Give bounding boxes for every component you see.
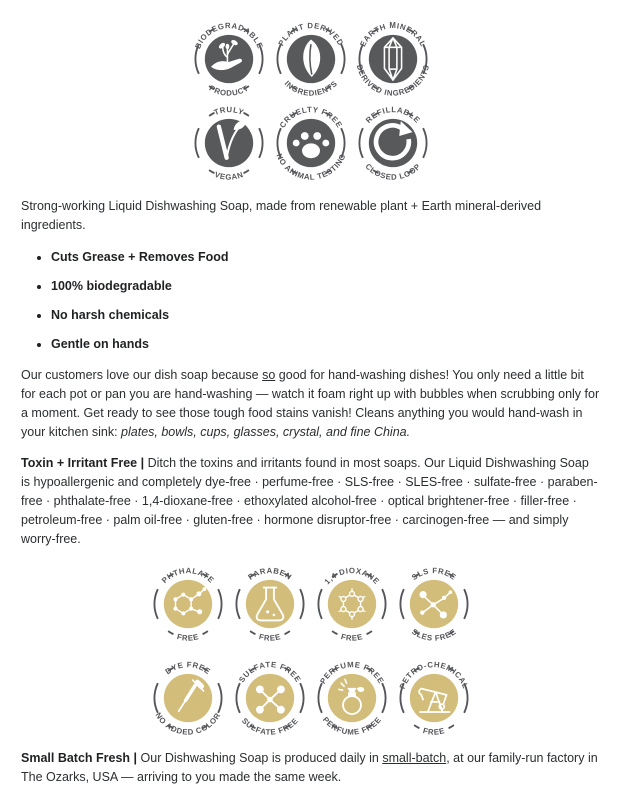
flask-badge bbox=[231, 565, 309, 643]
vegan-v-leaf-badge bbox=[190, 104, 268, 182]
badge-top-text: BIODEGRADABLE bbox=[192, 21, 265, 51]
small-batch-link[interactable]: small-batch bbox=[382, 751, 447, 765]
badge-bottom-text: FREE bbox=[175, 632, 200, 643]
hand-plant-badge bbox=[190, 20, 268, 98]
badge-top-text: REFILLABLE bbox=[363, 105, 422, 125]
badge-top-text: 1,4 DIOXANE bbox=[322, 566, 381, 587]
badge-circle bbox=[163, 580, 211, 628]
oil-pumpjack-badge bbox=[395, 659, 473, 737]
small-batch-paragraph bbox=[21, 749, 600, 787]
badge-bottom-text: INGREDIENTS bbox=[282, 78, 339, 98]
paw-badge bbox=[272, 104, 350, 182]
dioxane-molecule-badge bbox=[313, 565, 391, 643]
text-segment: Ditch the toxins and irritants found in most soaps. Our Liquid Dishwashing Soap is hypoallergenic and completely dye-free · perfume-free · SLS-free · SLES-free · sulfate-free · paraben-free · phthalate-free · 1,4-dioxane-free · ethoxylated alcohol-free · optical brightener-free · filler-free · petroleum-free · palm oil-free · gluten-free · hormone disruptor-free · carcinogen-free — and simply worry-free. bbox=[21, 456, 598, 546]
badge-bottom-text: VEGAN bbox=[212, 169, 245, 182]
badge-circle bbox=[368, 35, 416, 83]
phthalate-molecule-badge bbox=[149, 565, 227, 643]
badge-circle bbox=[204, 35, 252, 83]
badge-top-text: EARTH MINERAL bbox=[357, 21, 428, 49]
badge-bottom-text: NO ADDED COLOR bbox=[153, 710, 222, 737]
toxin-free-paragraph bbox=[21, 454, 600, 549]
text-segment: Small Batch Fresh | bbox=[21, 751, 141, 765]
badge-top-text: SLS FREE bbox=[409, 566, 458, 582]
sls-molecule-badge bbox=[395, 565, 473, 643]
refill-loop-arrow-badge bbox=[354, 104, 432, 182]
feature-bullet-item: • Cuts Grease + Removes Food bbox=[51, 248, 600, 267]
feature-bullet-item: • No harsh chemicals bbox=[51, 306, 600, 325]
badge-circle bbox=[204, 119, 252, 167]
leaf-badge bbox=[272, 20, 350, 98]
text-segment: so bbox=[262, 368, 276, 382]
badge-bottom-text: SULFATE FREE bbox=[239, 716, 300, 737]
eco-badges-grid bbox=[188, 20, 434, 182]
badge-bottom-text: CLOSED LOOP bbox=[362, 161, 423, 182]
badge-top-text: PHTHALATE bbox=[159, 566, 216, 586]
badge-bottom-text: PERFUME FREE bbox=[320, 715, 383, 737]
badge-bottom-text: FREE bbox=[257, 632, 282, 643]
feature-bullet-list bbox=[21, 248, 600, 354]
text-segment: Our customers love our dish soap because bbox=[21, 368, 263, 382]
feature-bullet-item: • 100% biodegradable bbox=[51, 277, 600, 296]
badge-top-text: PETRO-CHEMICAL bbox=[397, 660, 470, 691]
badge-bottom-text: PRODUCT bbox=[207, 83, 250, 98]
feature-bullet-item: • Gentle on hands bbox=[51, 335, 600, 354]
text-segment: plates, bowls, cups, glasses, crystal, and fine China. bbox=[121, 425, 411, 439]
intro-paragraph: Strong-working Liquid Dishwashing Soap, made from renewable plant + Earth mineral-derived ingredients. bbox=[21, 199, 542, 232]
sulfate-molecule-badge bbox=[231, 659, 309, 737]
badge-top-text: PERFUME FREE bbox=[317, 660, 386, 686]
badge-top-text: PLANT DERIVED bbox=[276, 21, 345, 48]
text-segment: , at our family-run factory in The Ozarks, USA — arriving to you made the same week. bbox=[21, 751, 598, 784]
badge-bottom-text: NO ANIMAL TESTING bbox=[273, 152, 348, 182]
free-badges-grid bbox=[147, 565, 475, 737]
badge-top-text: SULFATE FREE bbox=[236, 660, 303, 685]
badge-bottom-text: SLES FREE bbox=[409, 627, 458, 643]
badge-bottom-text: DERIVED INGREDIENTS bbox=[354, 63, 431, 98]
text-segment: Toxin + Irritant Free | bbox=[21, 456, 148, 470]
badge-circle bbox=[327, 580, 375, 628]
text-segment: Our Dishwashing Soap is produced daily in bbox=[140, 751, 383, 765]
badge-top-text: PARABEN bbox=[245, 566, 294, 582]
badge-circle bbox=[327, 674, 375, 722]
crystal-badge bbox=[354, 20, 432, 98]
customers-paragraph bbox=[21, 366, 600, 442]
badge-bottom-text: FREE bbox=[339, 632, 364, 643]
text-segment: good for hand-washing dishes! You only need a little bit for each pot or pan you are hand-washing — watch it foam right up with bubbles when scrubbing only for a moment. Get ready to see those tough food stains vanish! Cleans anything you would hand-wash in your kitchen sink: bbox=[21, 368, 600, 439]
dropper-badge bbox=[149, 659, 227, 737]
badge-top-text: CRUELTY FREE bbox=[277, 105, 344, 130]
badge-top-text: TRULY bbox=[212, 105, 245, 118]
perfume-bottle-badge bbox=[313, 659, 391, 737]
badge-bottom-text: FREE bbox=[421, 726, 446, 737]
badge-top-text: DYE FREE bbox=[163, 660, 212, 677]
